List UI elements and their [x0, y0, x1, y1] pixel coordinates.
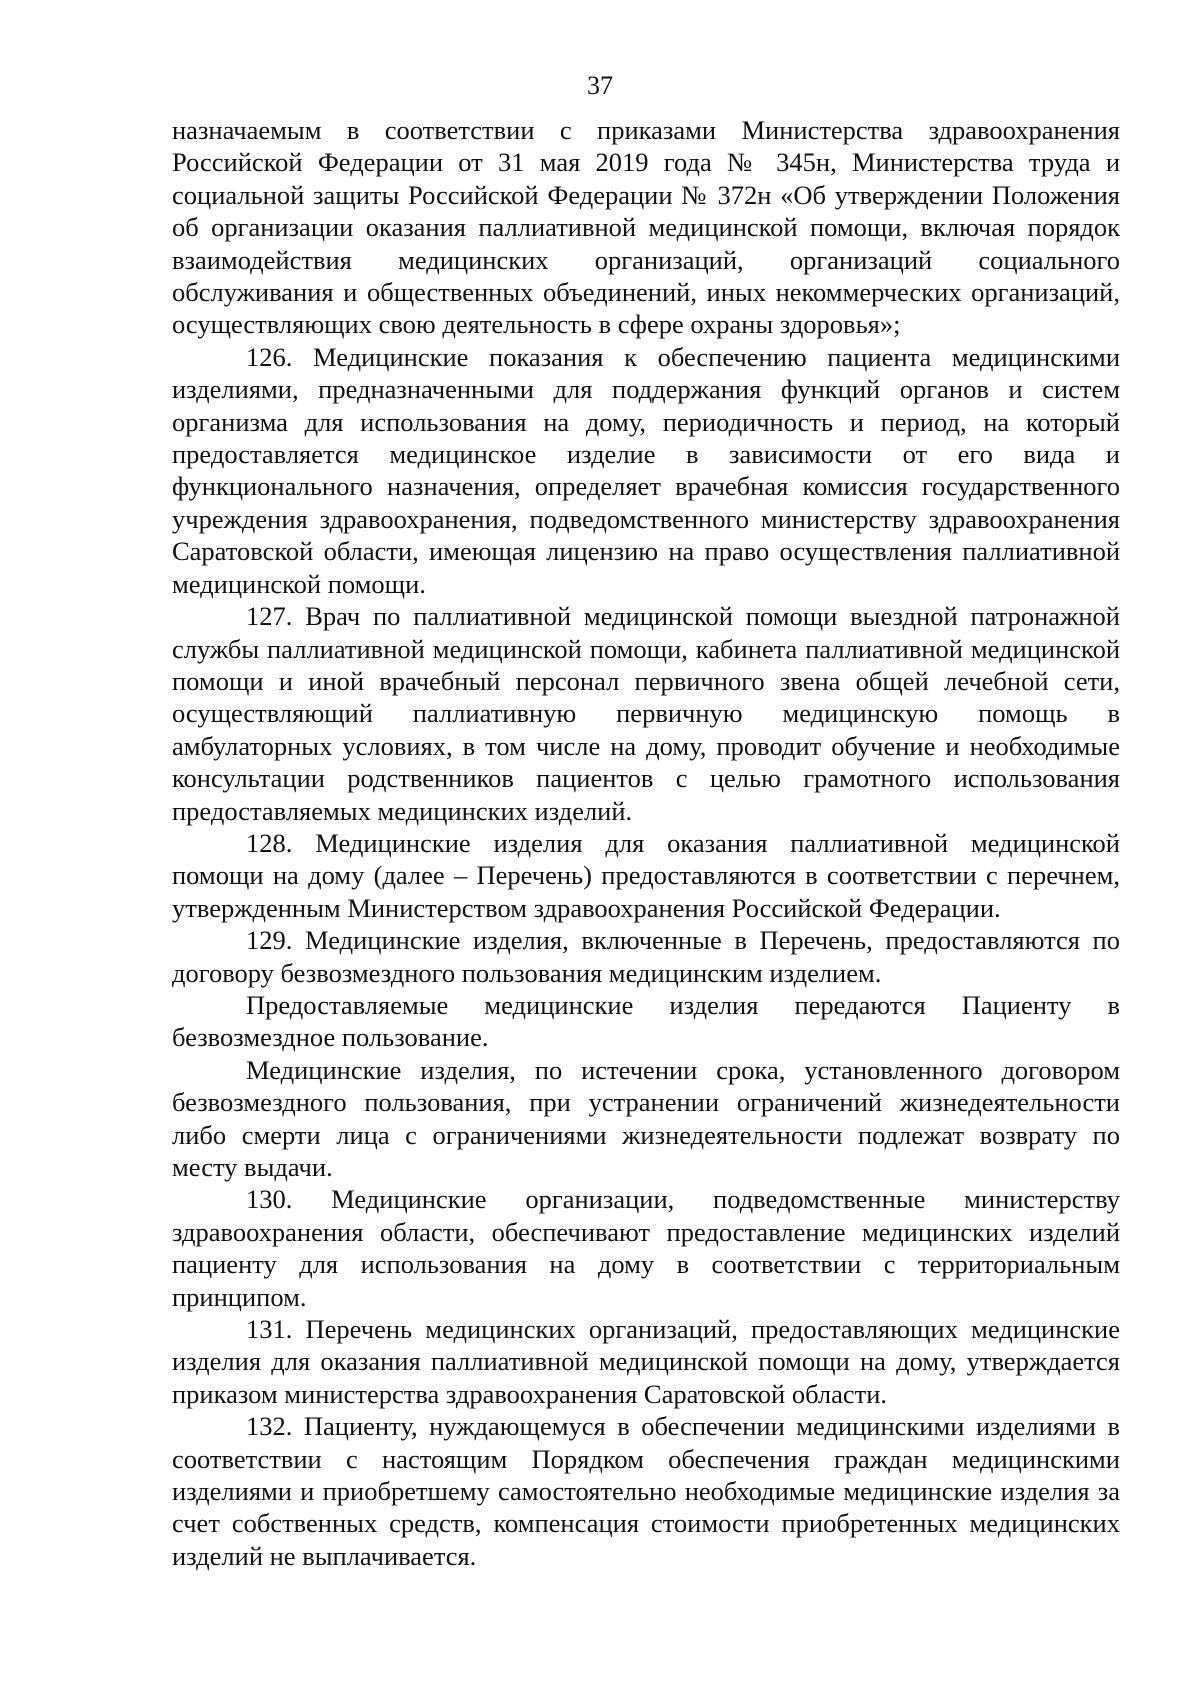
- paragraph-128: 128. Медицинские изделия для оказания паллиативной медицинской помощи на дому (далее – Перечень) предоставляются в соответствии с перечнем, утвержденным Министерством здравоохранения Российской Федерации.: [172, 827, 1120, 923]
- paragraph-130: 130. Медицинские организации, подведомственные министерству здравоохранения области, обеспечивают предоставление медицинских изделий пациенту для использования на дому в соответствии с территориальным принципом.: [172, 1184, 1120, 1312]
- paragraph-127: 127. Врач по паллиативной медицинской помощи выездной патронажной службы паллиативной медицинской помощи, кабинета паллиативной медицинской помощи и иной врачебный персонал первичного звена общей лечебной сети, осуществляющий паллиативную первичную медицинскую помощь в амбулаторных условиях, в том числе на дому, проводит обучение и необходимые консультации родственников пациентов с целью грамотного использования предоставляемых медицинских изделий.: [172, 601, 1120, 826]
- paragraph-126: 126. Медицинские показания к обеспечению пациента медицинскими изделиями, предназначенными для поддержания функций органов и систем организма для использования на дому, периодичность и период, на который предоставляется медицинское изделие в зависимости от его вида и функционального назначения, определяет врачебная комиссия государственного учреждения здравоохранения, подведомственного министерству здравоохранения Саратовской области, имеющая лицензию на право осуществления паллиативной медицинской помощи.: [172, 341, 1120, 599]
- page-number: 37: [587, 71, 613, 100]
- paragraph-129-items-transfer: Предоставляемые медицинские изделия передаются Пациенту в безвозмездное пользование.: [172, 989, 1120, 1053]
- paragraph-129-items-return: Медицинские изделия, по истечении срока, установленного договором безвозмездного пользования, при устранении ограничений жизнедеятельности либо смерти лица с ограничениями жизнедеятельности подлежат возврату по месту выдачи.: [172, 1054, 1120, 1182]
- paragraph-131: 131. Перечень медицинских организаций, предоставляющих медицинские изделия для оказания паллиативной медицинской помощи на дому, утверждается приказом министерства здравоохранения Саратовской области.: [172, 1314, 1120, 1409]
- document-body: [172, 114, 1120, 1572]
- paragraph-132: 132. Пациенту, нуждающемуся в обеспечении медицинскими изделиями в соответствии с настоящим Порядком обеспечения граждан медицинскими изделиями и приобретшему самостоятельно необходимые медицинские изделия за счет собственных средств, компенсация стоимости приобретенных медицинских изделий не выплачивается.: [172, 1411, 1120, 1571]
- paragraph-continuation: назначаемым в соответствии с приказами Министерства здравоохранения Российской Федерации от 31 мая 2019 года № 345н, Министерства труда и социальной защиты Российской Федерации № 372н «Об утверждении Положения об организации оказания паллиативной медицинской помощи, включая порядок взаимодействия медицинских организаций, организаций социального обслуживания и общественных объединений, иных некоммерческих организаций, осуществляющих свою деятельность в сфере охраны здоровья»;: [172, 115, 1120, 340]
- paragraph-129: 129. Медицинские изделия, включенные в Перечень, предоставляются по договору безвозмездного пользования медицинским изделием.: [172, 925, 1120, 988]
